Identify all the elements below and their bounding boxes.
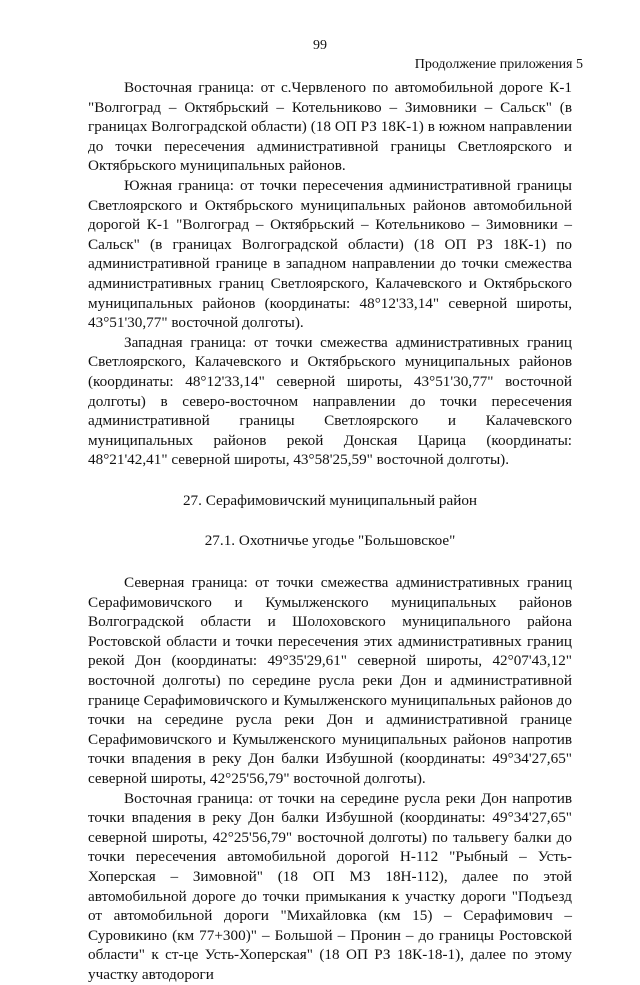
- appendix-continuation-note: Продолжение приложения 5: [414, 57, 583, 72]
- paragraph-west-border: Западная граница: от точки смежества административных границ Светлоярского, Калачевского и Октябрьского муниципальных районов (координаты: 48°12'33,14" северной широты, 43°51'30,77" восточной долготы) в северо-восточном направлении до точки пересечения административной границы Светлоярского и Калачевского муниципальных районов рекой Донская Царица (координаты: 48°21'42,41" северной широты, 43°58'25,59" восточной долготы).: [88, 333, 572, 469]
- page-number: 99: [313, 38, 327, 53]
- subsection-heading: 27.1. Охотничье угодье "Большовское": [204, 532, 456, 550]
- paragraph-north-border: Северная граница: от точки смежества административных границ Серафимовичского и Кумылженского муниципальных районов Волгоградской области и Шолоховского муниципального района Ростовской области и точки пересечения этих административных границ рекой Дон (координаты: 49°35'29,61" северной широты, 42°07'43,12" восточной долготы) по середине русла реки Дон и административной границе Серафимовичского и Кумылженского муниципальных районов до точки на середине русла реки Дон и административной границе Серафимовичского и Кумылженского муниципальных районов напротив точки впадения в реку Дон балки Избушной (координаты: 49°34'27,65" северной широты, 42°25'56,79" восточной долготы).: [88, 574, 572, 787]
- paragraph-east-border-2: Восточная граница: от точки на середине русла реки Дон напротив точки впадения в реку Дон балки Избушной (координаты: 49°34'27,65" северной широты, 42°25'56,79" восточной долготы) по тальвегу балки до точки пересечения автомобильной дорогой Н-112 "Рыбный – Усть-Хоперская – Зимовной" (18 ОП МЗ 18Н-112), далее по этой автомобильной дороге до точки примыкания к участку дороги "Подъезд от автомобильной дороги "Михайловка (км 15) – Серафимович – Суровикино (км 77+300)" – Большой – Пронин – до границы Ростовской области" к ст-це Усть-Хоперская" (18 ОП РЗ 18К-18-1), далее по этому участку автодороги: [88, 789, 572, 983]
- section-heading: 27. Серафимовичский муниципальный район: [182, 491, 478, 509]
- document-body: [88, 78, 572, 985]
- paragraph-east-border: Восточная граница: от с.Червленого по автомобильной дороге К-1 "Волгоград – Октябрьский – Котельниково – Зимовники – Сальск" (в границах Волгоградской области) (18 ОП РЗ 18К-1) в южном направлении до точки пересечения административной границы Светлоярского и Октябрьского муниципальных районов.: [88, 79, 572, 175]
- paragraph-south-border: Южная граница: от точки пересечения административной границы Светлоярского и Октябрьского муниципальных районов автомобильной дорогой К-1 "Волгоград – Октябрьский – Котельниково – Зимовники – Сальск" (в границах Волгоградской области) (18 ОП РЗ 18К-1) по административной границе в западном направлении до точки смежества административных границ Светлоярского, Калачевского и Октябрьского муниципальных районов (координаты: 48°12'33,14" северной широты, 43°51'30,77" восточной долготы).: [88, 176, 572, 332]
